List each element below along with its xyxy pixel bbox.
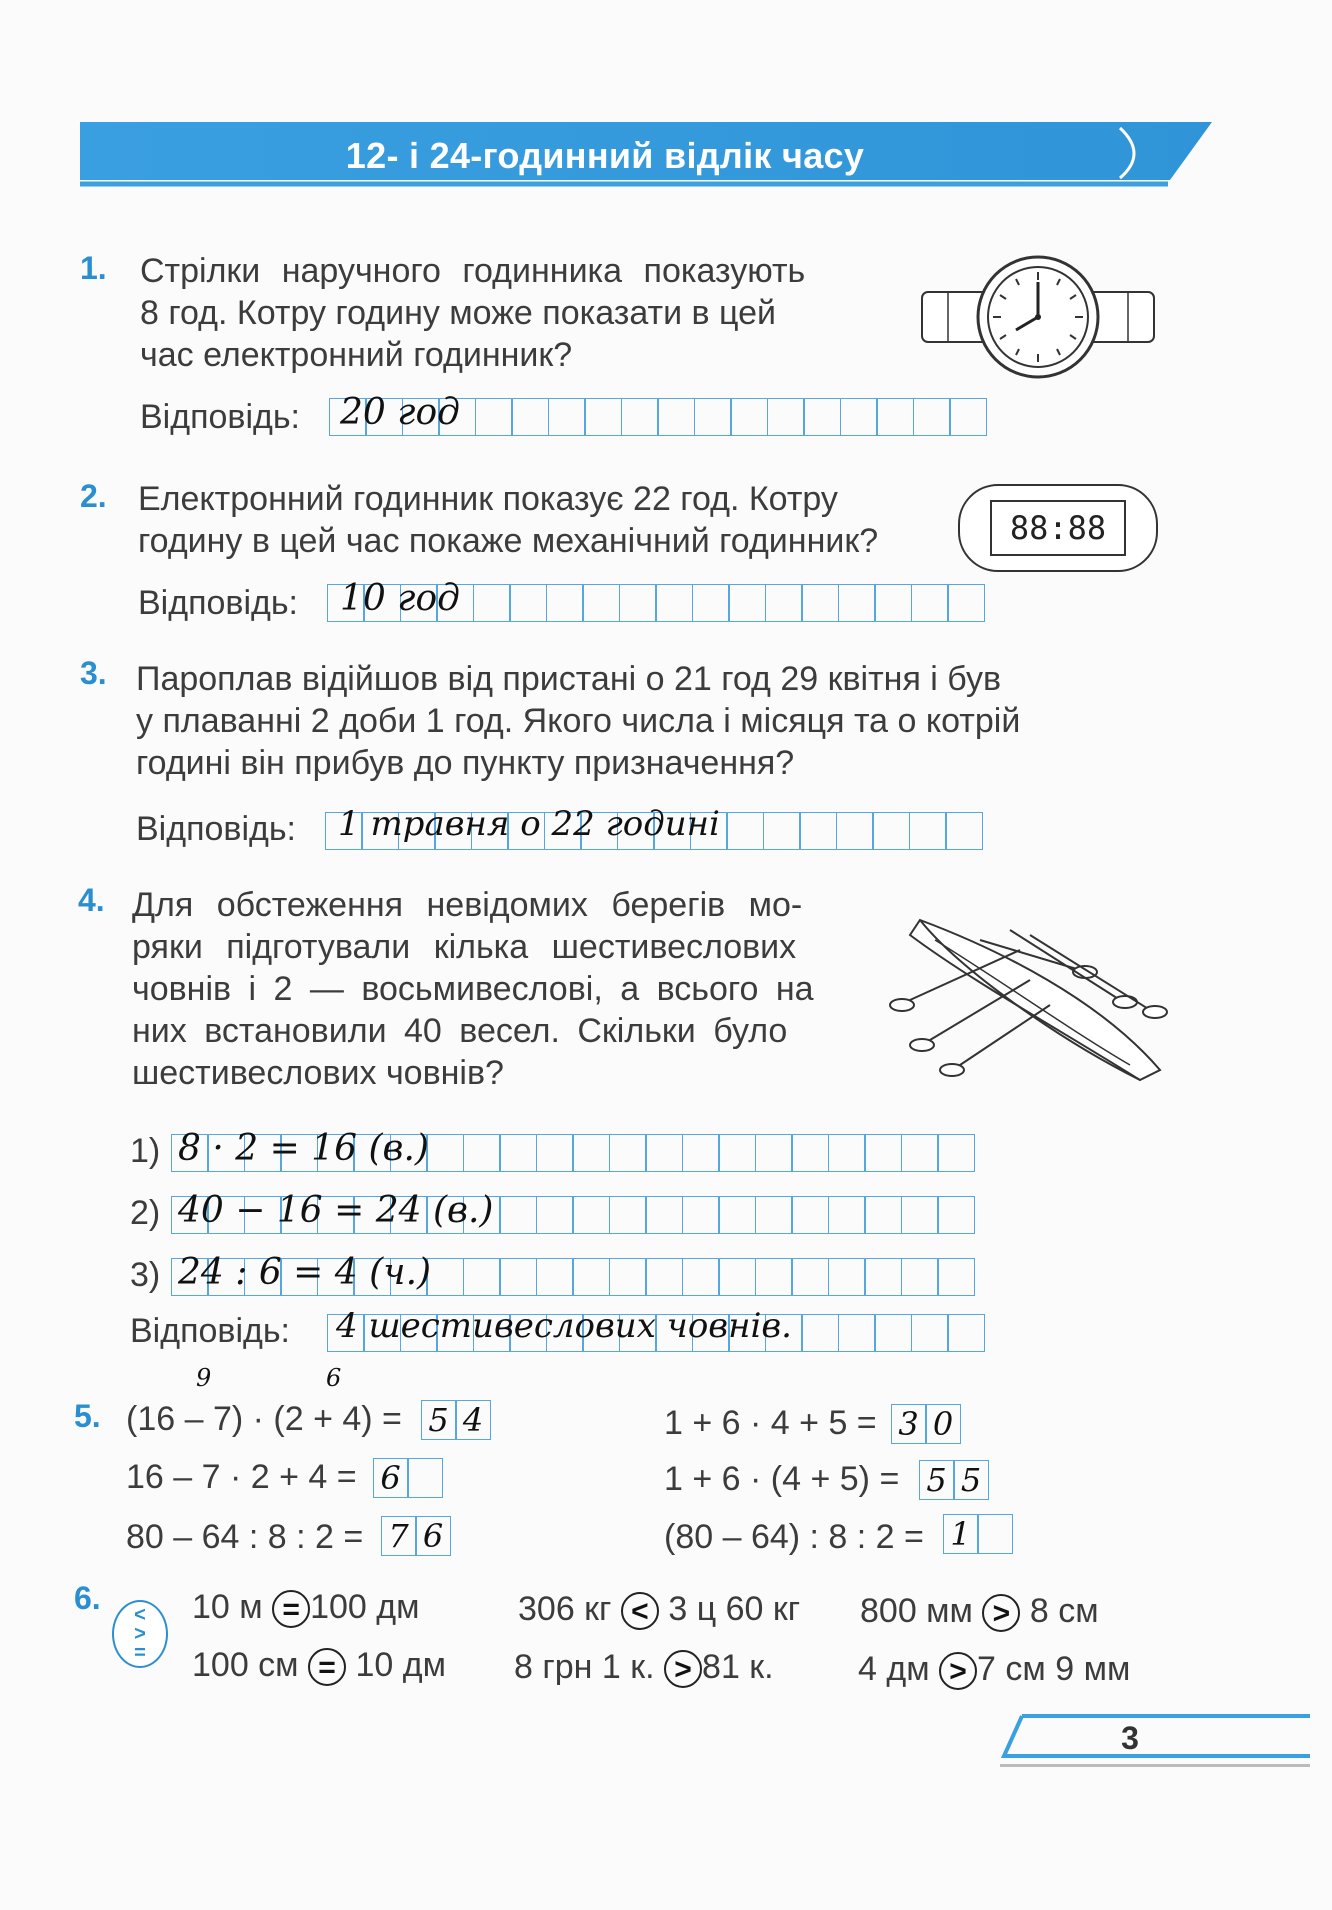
answer-digit: 7 — [381, 1516, 417, 1556]
task-4-text — [132, 884, 872, 1094]
task-1-text — [140, 250, 900, 376]
r2c1-left: 100 см — [192, 1646, 299, 1684]
task-1-number: 1. — [80, 250, 107, 286]
task-5-expr-c: 80 – 64 : 8 : 2 = — [126, 1518, 364, 1556]
task-2-text — [138, 478, 958, 562]
wristwatch-icon — [918, 252, 1158, 382]
task-6-r2c3 — [858, 1650, 1130, 1690]
r1c1-sign[interactable]: = — [272, 1590, 310, 1628]
task-5-expr-b: 16 – 7 · 2 + 4 = — [126, 1458, 357, 1496]
answer-digit — [977, 1514, 1013, 1554]
r1c2-right: 3 ц 60 кг — [668, 1590, 801, 1628]
task-3-text — [136, 658, 1166, 784]
rowboat-icon — [880, 910, 1180, 1090]
task-6-r2c1 — [192, 1646, 446, 1686]
task-5-answer-a[interactable] — [422, 1400, 491, 1440]
answer-digit: 5 — [421, 1400, 457, 1440]
task-5-number: 5. — [74, 1398, 101, 1434]
task-2-number: 2. — [80, 478, 107, 514]
answer-digit: 5 — [953, 1460, 989, 1500]
r1c2-sign[interactable]: < — [621, 1592, 659, 1630]
task-6-r1c1 — [192, 1588, 419, 1628]
task-4-line-1: Для обстеження невідомих берегів мо- — [132, 886, 803, 924]
r1c1-right: 100 дм — [310, 1588, 420, 1626]
task-2-line-1: Електронний годинник показує 22 год. Котру — [138, 480, 838, 518]
r1c3-left: 800 мм — [860, 1592, 973, 1630]
task-4-answer-label: Відповідь: — [130, 1312, 291, 1350]
task-6-number: 6. — [74, 1580, 101, 1616]
compare-signs-icon-text: < > = — [134, 1604, 146, 1664]
task-3-answer-label: Відповідь: — [136, 810, 297, 848]
task-4-step-1-label: 1) — [130, 1132, 161, 1170]
compare-signs-icon — [112, 1600, 168, 1668]
task-5-answer-e[interactable] — [920, 1460, 989, 1500]
r2c3-sign[interactable]: > — [939, 1652, 977, 1690]
task-4-step-3-handwritten: 24 : 6 = 4 (ч.) — [178, 1252, 432, 1293]
task-6-r2c2 — [514, 1648, 774, 1688]
task-5-note-2: 6 — [326, 1364, 342, 1392]
answer-digit: 6 — [415, 1516, 451, 1556]
task-4-step-2-label: 2) — [130, 1194, 161, 1232]
task-4-line-2: ряки підготували кілька шестивеслових — [132, 928, 797, 966]
answer-digit: 3 — [891, 1404, 927, 1444]
r1c3-sign[interactable]: > — [982, 1594, 1020, 1632]
title-banner — [80, 122, 1212, 192]
r2c1-right: 10 дм — [355, 1646, 446, 1684]
page-title: 12- і 24-годинний відлік часу — [345, 135, 865, 176]
answer-digit: 5 — [919, 1460, 955, 1500]
task-6-r1c2 — [518, 1590, 800, 1630]
r2c2-sign[interactable]: > — [664, 1650, 702, 1688]
page-number: 3 — [1121, 1720, 1139, 1756]
task-1-answer-label: Відповідь: — [140, 398, 301, 436]
r1c2-left: 306 кг — [518, 1590, 612, 1628]
answer-digit: 1 — [943, 1514, 979, 1554]
footer-divider — [1000, 1764, 1310, 1767]
task-1-handwritten-answer: 20 год — [340, 392, 460, 433]
task-4-step-2-handwritten: 40 − 16 = 24 (в.) — [178, 1190, 494, 1231]
task-5-answer-c[interactable] — [382, 1516, 451, 1556]
task-3-line-3: годині він прибув до пункту призначення? — [136, 744, 795, 782]
r1c3-right: 8 см — [1029, 1592, 1099, 1630]
digital-clock-display: 88:88 — [990, 500, 1126, 556]
r2c2-left: 8 грн 1 к. — [514, 1648, 655, 1686]
task-3-handwritten-answer: 1 травня о 22 годині — [338, 804, 720, 844]
task-5-expr-e: 1 + 6 · (4 + 5) = — [664, 1460, 900, 1498]
task-5-answer-b[interactable] — [374, 1458, 443, 1498]
r1c1-left: 10 м — [192, 1588, 263, 1626]
task-4-step-1-handwritten: 8 · 2 = 16 (в.) — [178, 1128, 429, 1169]
r2c3-left: 4 дм — [858, 1650, 930, 1688]
task-3-line-2: у плаванні 2 доби 1 год. Якого числа і місяця та о котрій — [136, 702, 1021, 740]
page-number-tab — [1000, 1712, 1310, 1760]
task-4-number: 4. — [78, 882, 105, 918]
answer-digit: 6 — [373, 1458, 409, 1498]
task-6-r1c3 — [860, 1592, 1099, 1632]
task-2-line-2: годину в цей час покаже механічний годинник? — [138, 522, 879, 560]
r2c2-right: 81 к. — [702, 1648, 774, 1686]
task-4-step-3-label: 3) — [130, 1256, 161, 1294]
task-4-line-5: шестивеслових човнів? — [132, 1054, 504, 1092]
task-4-line-3: човнів і 2 — восьмивеслові, а всього на — [132, 970, 814, 1008]
task-5-expr-f: (80 – 64) : 8 : 2 = — [664, 1518, 924, 1556]
task-4-handwritten-answer: 4 шестивеслових човнів. — [336, 1306, 792, 1346]
task-5-expr-a: (16 – 7) · (2 + 4) = — [126, 1400, 402, 1438]
answer-digit — [407, 1458, 443, 1498]
r2c3-right: 7 см 9 мм — [977, 1650, 1131, 1688]
task-1-line-3: час електронний годинник? — [140, 336, 573, 374]
task-2-handwritten-answer: 10 год — [340, 578, 460, 619]
task-3-number: 3. — [80, 655, 107, 691]
digital-clock-icon — [958, 484, 1158, 572]
task-3-line-1: Пароплав відійшов від пристані о 21 год 29 квітня і був — [136, 660, 1002, 698]
r2c1-sign[interactable]: = — [308, 1648, 346, 1686]
task-5-expr-d: 1 + 6 · 4 + 5 = — [664, 1404, 877, 1442]
task-2-answer-label: Відповідь: — [138, 584, 299, 622]
answer-digit: 4 — [455, 1400, 491, 1440]
task-5-answer-f[interactable] — [944, 1514, 1013, 1554]
task-1-line-2: 8 год. Котру годину може показати в цей — [140, 294, 777, 332]
answer-digit: 0 — [925, 1404, 961, 1444]
task-4-line-4: них встановили 40 весел. Скільки було — [132, 1012, 788, 1050]
task-5-answer-d[interactable] — [892, 1404, 961, 1444]
task-5-note-1: 9 — [196, 1364, 212, 1392]
task-1-line-1: Стрілки наручного годинника показують — [140, 252, 806, 290]
